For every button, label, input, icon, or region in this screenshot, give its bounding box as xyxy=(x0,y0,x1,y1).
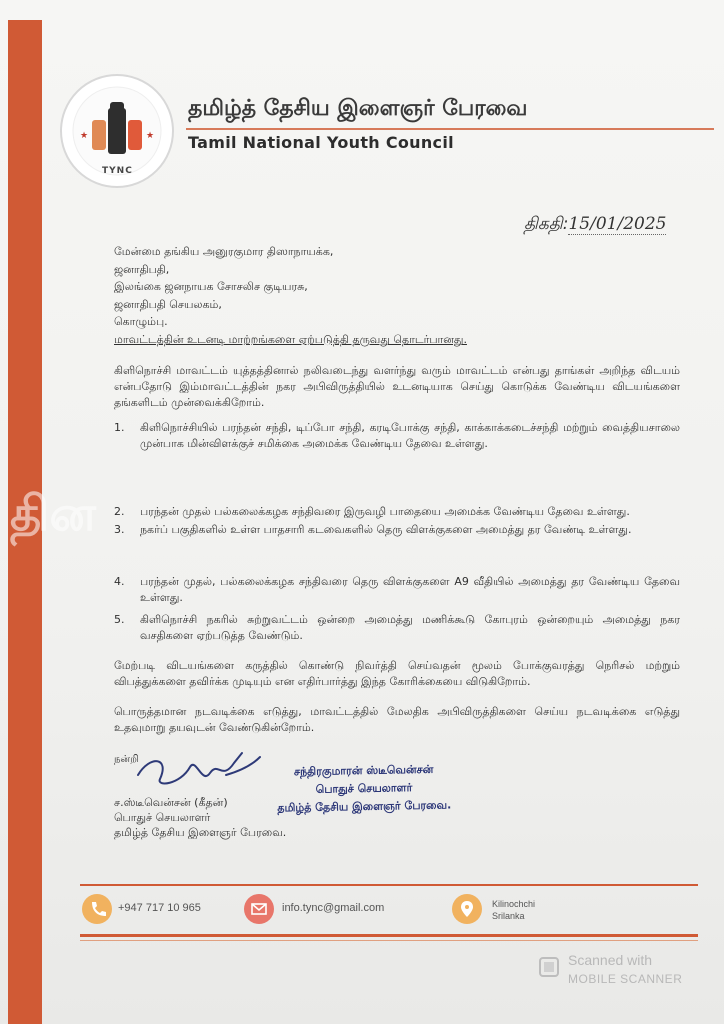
location-line: Srilanka xyxy=(492,911,525,921)
footer-bottom-thin-rule xyxy=(80,940,698,941)
signer-line: பொதுச் செயலாளர் xyxy=(114,811,211,824)
item-number: 2. xyxy=(114,505,125,518)
letter-date xyxy=(524,214,666,236)
org-name-tamil: தமிழ்த் தேசிய இளைஞர் பேரவை xyxy=(188,96,528,121)
footer-bottom-rule xyxy=(80,934,698,937)
svg-text:★: ★ xyxy=(146,131,155,141)
thanks-text: நன்றி xyxy=(114,754,139,765)
recipient-line: இலங்கை ஜனநாயக சோசலிச குடியரசு, xyxy=(114,280,308,293)
recipient-line: ஜனாதிபதி, xyxy=(114,262,170,276)
logo-abbr: TYNC xyxy=(102,166,133,176)
closing-paragraph: மேற்படி விடயங்களை கருத்தில் கொண்டு நிவர்த்தி செய்வதன் மூலம் போக்குவரத்து நெரிசல் மற்றும் விபத்துக்களை தவிர்க்க முடியும் என எதிர்பார்த்து இந்த கோரிக்கையை விடுகிறோம். xyxy=(114,659,680,688)
letter-subject: மாவட்டத்தின் உடனடி மாற்றங்களை ஏற்படுத்தி தருவது தொடர்பானது. xyxy=(114,333,467,346)
signer-block xyxy=(114,795,286,840)
signer-line: ச.ஸ்டீவென்சன் (கீதன்) xyxy=(114,796,228,809)
watermark-text: தின xyxy=(10,486,96,542)
item-text: கிளிநொச்சியில் பரந்தன் சந்தி, டிப்போ சந்தி, கரடிபோக்கு சந்தி, காக்காக்கடைச்சந்தி மற்றும் வைத்தியசாலை முன்பாக மின்விளக்குச் சமிக்கை அமைக்க வேண்டிய தேவை உள்ளது. xyxy=(140,421,680,450)
phone-icon xyxy=(82,894,112,924)
stamp-line: பொதுச் செயலாளர் xyxy=(315,781,413,796)
stamp-line: சந்திரகுமாரன் ஸ்டீவென்சன் xyxy=(293,762,434,779)
handwritten-signature xyxy=(130,745,270,795)
scanner-line2: MOBILE SCANNER xyxy=(568,972,683,986)
date-label: திகதி: xyxy=(524,214,569,234)
scanner-line1: Scanned with xyxy=(568,952,653,968)
item-number: 1. xyxy=(114,421,125,434)
item-text: பரந்தன் முதல் பல்கலைக்கழக சந்திவரை இருவழி பாதையை அமைக்க வேண்டிய தேவை உள்ளது. xyxy=(140,505,630,518)
intro-paragraph: கிளிநொச்சி மாவட்டம் யுத்தத்தினால் நலிவடைந்து வளர்ந்து வரும் மாவட்டம் என்பது தாங்கள் அறிந்த விடயம் என்பதோடு இம்மாவட்டத்தின் நகர அபிவிருத்தியில் உடனடியாக செய்து கொடுக்க வேண்டிய விடயங்களை தங்களிடம் முன்வைக்கிறோம். xyxy=(114,364,680,409)
recipient-line: கொழும்பு. xyxy=(114,315,168,328)
item-text: நகர்ப் பகுதிகளில் உள்ள பாதசாரி கடவைகளில் தெரு விளக்குகளை அமைத்து தர வேண்டி உள்ளது. xyxy=(140,523,632,536)
envelope-icon xyxy=(244,894,274,924)
map-pin-icon xyxy=(452,894,482,924)
request-paragraph: பொருத்தமான நடவடிக்கை எடுத்து, மாவட்டத்தில் மேலதிக அபிவிருத்திகளை செய்ய நடவடிக்கை எடுத்து உதவுமாறு தயவுடன் வேண்டுகின்றோம். xyxy=(114,705,680,734)
stamp-line: தமிழ்த் தேசிய இளைஞர் பேரவை. xyxy=(277,798,452,815)
item-number: 4. xyxy=(114,575,125,588)
recipient-line: மேன்மை தங்கிய அனுரகுமார திஸாநாயக்க, xyxy=(114,245,334,258)
recipient-line: ஜனாதிபதி செயலகம், xyxy=(114,297,222,311)
svg-text:★: ★ xyxy=(80,131,89,141)
org-name-english: Tamil National Youth Council xyxy=(188,133,454,152)
location-line: Kilinochchi xyxy=(492,899,536,909)
item-number: 5. xyxy=(114,613,125,626)
official-stamp xyxy=(264,760,465,817)
footer-email: info.tync@gmail.com xyxy=(282,902,385,914)
date-value: 15/01/2025 xyxy=(568,214,667,234)
item-text: கிளிநொச்சி நகரில் சுற்றுவட்டம் ஒன்றை அமைத்து மணிக்கூடு கோபுரம் ஒன்றையும் அமைத்து நகர வசதிகளை ஏற்படுத்த வேண்டும். xyxy=(140,613,680,642)
footer-phone: +947 717 10 965 xyxy=(118,902,201,914)
footer-location xyxy=(492,898,535,922)
header-divider xyxy=(186,128,714,130)
recipient-address xyxy=(114,243,333,331)
scanner-icon xyxy=(538,956,560,978)
item-text: பரந்தன் முதல், பல்கலைக்கழக சந்திவரை தெரு விளக்குகளை A9 வீதியில் அமைத்து தர வேண்டிய தேவை உள்ளது. xyxy=(140,575,680,604)
item-number: 3. xyxy=(114,523,125,536)
signer-line: தமிழ்த் தேசிய இளைஞர் பேரவை. xyxy=(114,826,287,839)
tync-logo xyxy=(58,72,176,190)
footer-top-rule xyxy=(80,884,698,886)
